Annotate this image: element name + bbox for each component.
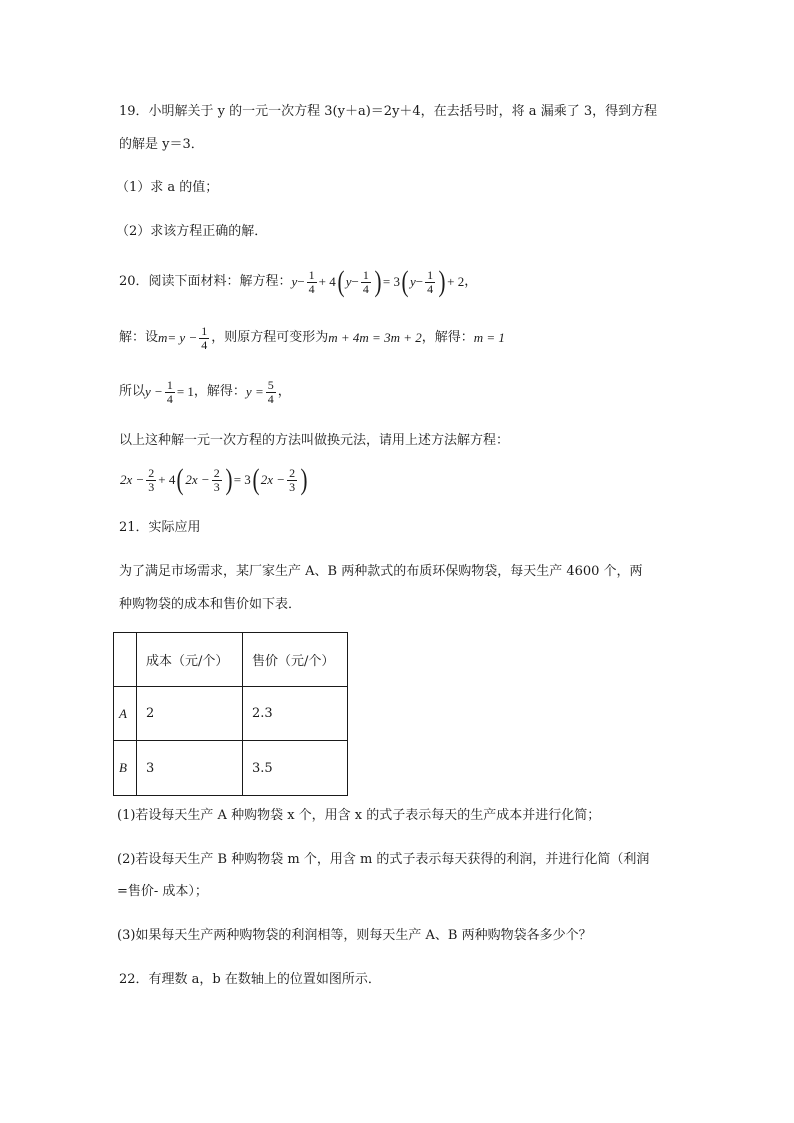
sol-m: m — [158, 330, 168, 345]
fraction-one-quarter — [307, 269, 317, 296]
q20-solution — [119, 320, 505, 356]
table-row — [114, 741, 348, 796]
frac-num: 5 — [267, 377, 274, 392]
eq-var-y: y — [291, 274, 298, 289]
so-eq-end: = 1 — [176, 384, 194, 399]
q19-line2: 的解是 y＝3． — [119, 137, 204, 152]
q20-intro: 20．阅读下面材料：解方程： — [119, 274, 292, 289]
q21-desc1: 为了满足市场需求，某厂家生产 A、B 两种款式的布质环保购物袋，每天生产 4600 个，两 — [119, 564, 643, 579]
frac-den: 4 — [201, 337, 208, 352]
eq-equals3: = 3 — [382, 274, 400, 289]
left-paren: ( — [401, 265, 409, 298]
table-cell — [114, 633, 137, 687]
frac-den: 3 — [213, 479, 220, 494]
sol-prefix: 解：设 — [119, 330, 159, 345]
sol-mid: ，则原方程可变形为 — [211, 330, 329, 345]
table-header-row — [114, 633, 348, 687]
frac-num: 1 — [362, 267, 369, 282]
eq-var-y: y — [409, 274, 416, 289]
sol-eq: = y − — [167, 330, 198, 345]
fraction-one-quarter — [361, 269, 371, 296]
so-prefix: 所以 — [119, 384, 146, 399]
cost-price-table — [113, 632, 348, 796]
eq-minus: − — [351, 274, 359, 289]
fraction-two-thirds — [212, 467, 222, 494]
fraction-two-thirds — [146, 467, 156, 494]
frac-den: 3 — [289, 479, 296, 494]
right-paren: ) — [438, 265, 446, 298]
so-eq: y − — [145, 384, 163, 399]
left-paren: ( — [176, 463, 184, 496]
left-paren: ( — [252, 463, 260, 496]
fraction-one-quarter — [165, 379, 175, 406]
q19-part2: （2）求该方程正确的解． — [116, 224, 268, 239]
frac-den: 4 — [166, 391, 173, 406]
table-cell: 2.3 — [243, 687, 348, 741]
sol-res: m = 1 — [473, 330, 505, 345]
eq-plus2: + 2 — [447, 274, 465, 289]
frac-den: 3 — [148, 479, 155, 494]
ex-a: 2x − — [120, 472, 145, 487]
q21-desc2: 种购物袋的成本和售价如下表． — [119, 597, 302, 612]
ex-plus4: + 4 — [158, 472, 176, 487]
frac-num: 2 — [213, 465, 220, 480]
eq-var-y: y — [345, 274, 352, 289]
table-row — [114, 687, 348, 741]
fraction-five-quarters — [266, 379, 276, 406]
q19-line1: 19．小明解关于 y 的一元一次方程 3(y＋a)＝2y＋4，在去括号时，将 a 漏乘了 3，得到方程 — [119, 104, 658, 119]
sol-eq2: m + 4m = 3m + 2 — [328, 330, 422, 345]
q21-part3: (3)如果每天生产两种购物袋的利润相等，则每天生产 A、B 两种购物袋各多少个？ — [117, 928, 592, 943]
table-cell-type: A — [114, 687, 137, 741]
so-mid: ，解得： — [193, 384, 246, 399]
eq-minus: − — [297, 274, 305, 289]
ex-inner: 2x − — [260, 472, 286, 487]
table-cell: 3.5 — [243, 741, 348, 796]
q21-part1: (1)若设每天生产 A 种购物袋 x 个，用含 x 的式子表示每天的生产成本并进行化简； — [117, 808, 601, 823]
frac-num: 1 — [166, 377, 173, 392]
right-paren: ) — [374, 265, 382, 298]
table-cell-type: B — [114, 741, 137, 796]
q20-exercise-eq — [120, 460, 309, 500]
frac-num: 2 — [148, 465, 155, 480]
q20-so — [119, 374, 291, 410]
frac-den: 4 — [267, 391, 274, 406]
q22-line1: 22．有理数 a，b 在数轴上的位置如图所示． — [119, 972, 381, 987]
q21-part2b: =售价- 成本）； — [117, 884, 208, 899]
table-header-cost: 成本（元/个） — [137, 633, 243, 687]
right-paren: ) — [300, 463, 308, 496]
fraction-one-quarter — [199, 325, 209, 352]
table-cell: 2 — [137, 687, 243, 741]
table-cell: 3 — [137, 741, 243, 796]
frac-num: 1 — [308, 267, 315, 282]
eq-plus4: + 4 — [318, 274, 336, 289]
fraction-one-quarter — [425, 269, 435, 296]
frac-num: 1 — [201, 323, 208, 338]
frac-den: 4 — [362, 281, 369, 296]
frac-den: 4 — [427, 281, 434, 296]
sol-mid2: ，解得： — [421, 330, 474, 345]
table-header-price: 售价（元/个） — [243, 633, 348, 687]
eq-comma: ， — [464, 274, 478, 289]
ex-eq3: = 3 — [233, 472, 251, 487]
left-paren: ( — [337, 265, 345, 298]
frac-num: 1 — [427, 267, 434, 282]
frac-num: 2 — [289, 465, 296, 480]
eq-minus: − — [415, 274, 424, 289]
ex-inner: 2x − — [185, 472, 210, 487]
q19-part1: （1）求 a 的值； — [116, 180, 219, 195]
so-y: y = — [245, 384, 264, 399]
q20-problem — [119, 262, 477, 302]
q21-part2a: (2)若设每天生产 B 种购物袋 m 个，用含 m 的式子表示每天获得的利润，并进行化简（利润 — [117, 852, 650, 867]
fraction-two-thirds — [287, 467, 297, 494]
right-paren: ) — [225, 463, 233, 496]
so-end: ， — [277, 384, 291, 399]
q20-method: 以上这种解一元一次方程的方法叫做换元法，请用上述方法解方程： — [119, 433, 510, 448]
q21-title: 21．实际应用 — [119, 520, 201, 535]
frac-den: 4 — [308, 281, 315, 296]
